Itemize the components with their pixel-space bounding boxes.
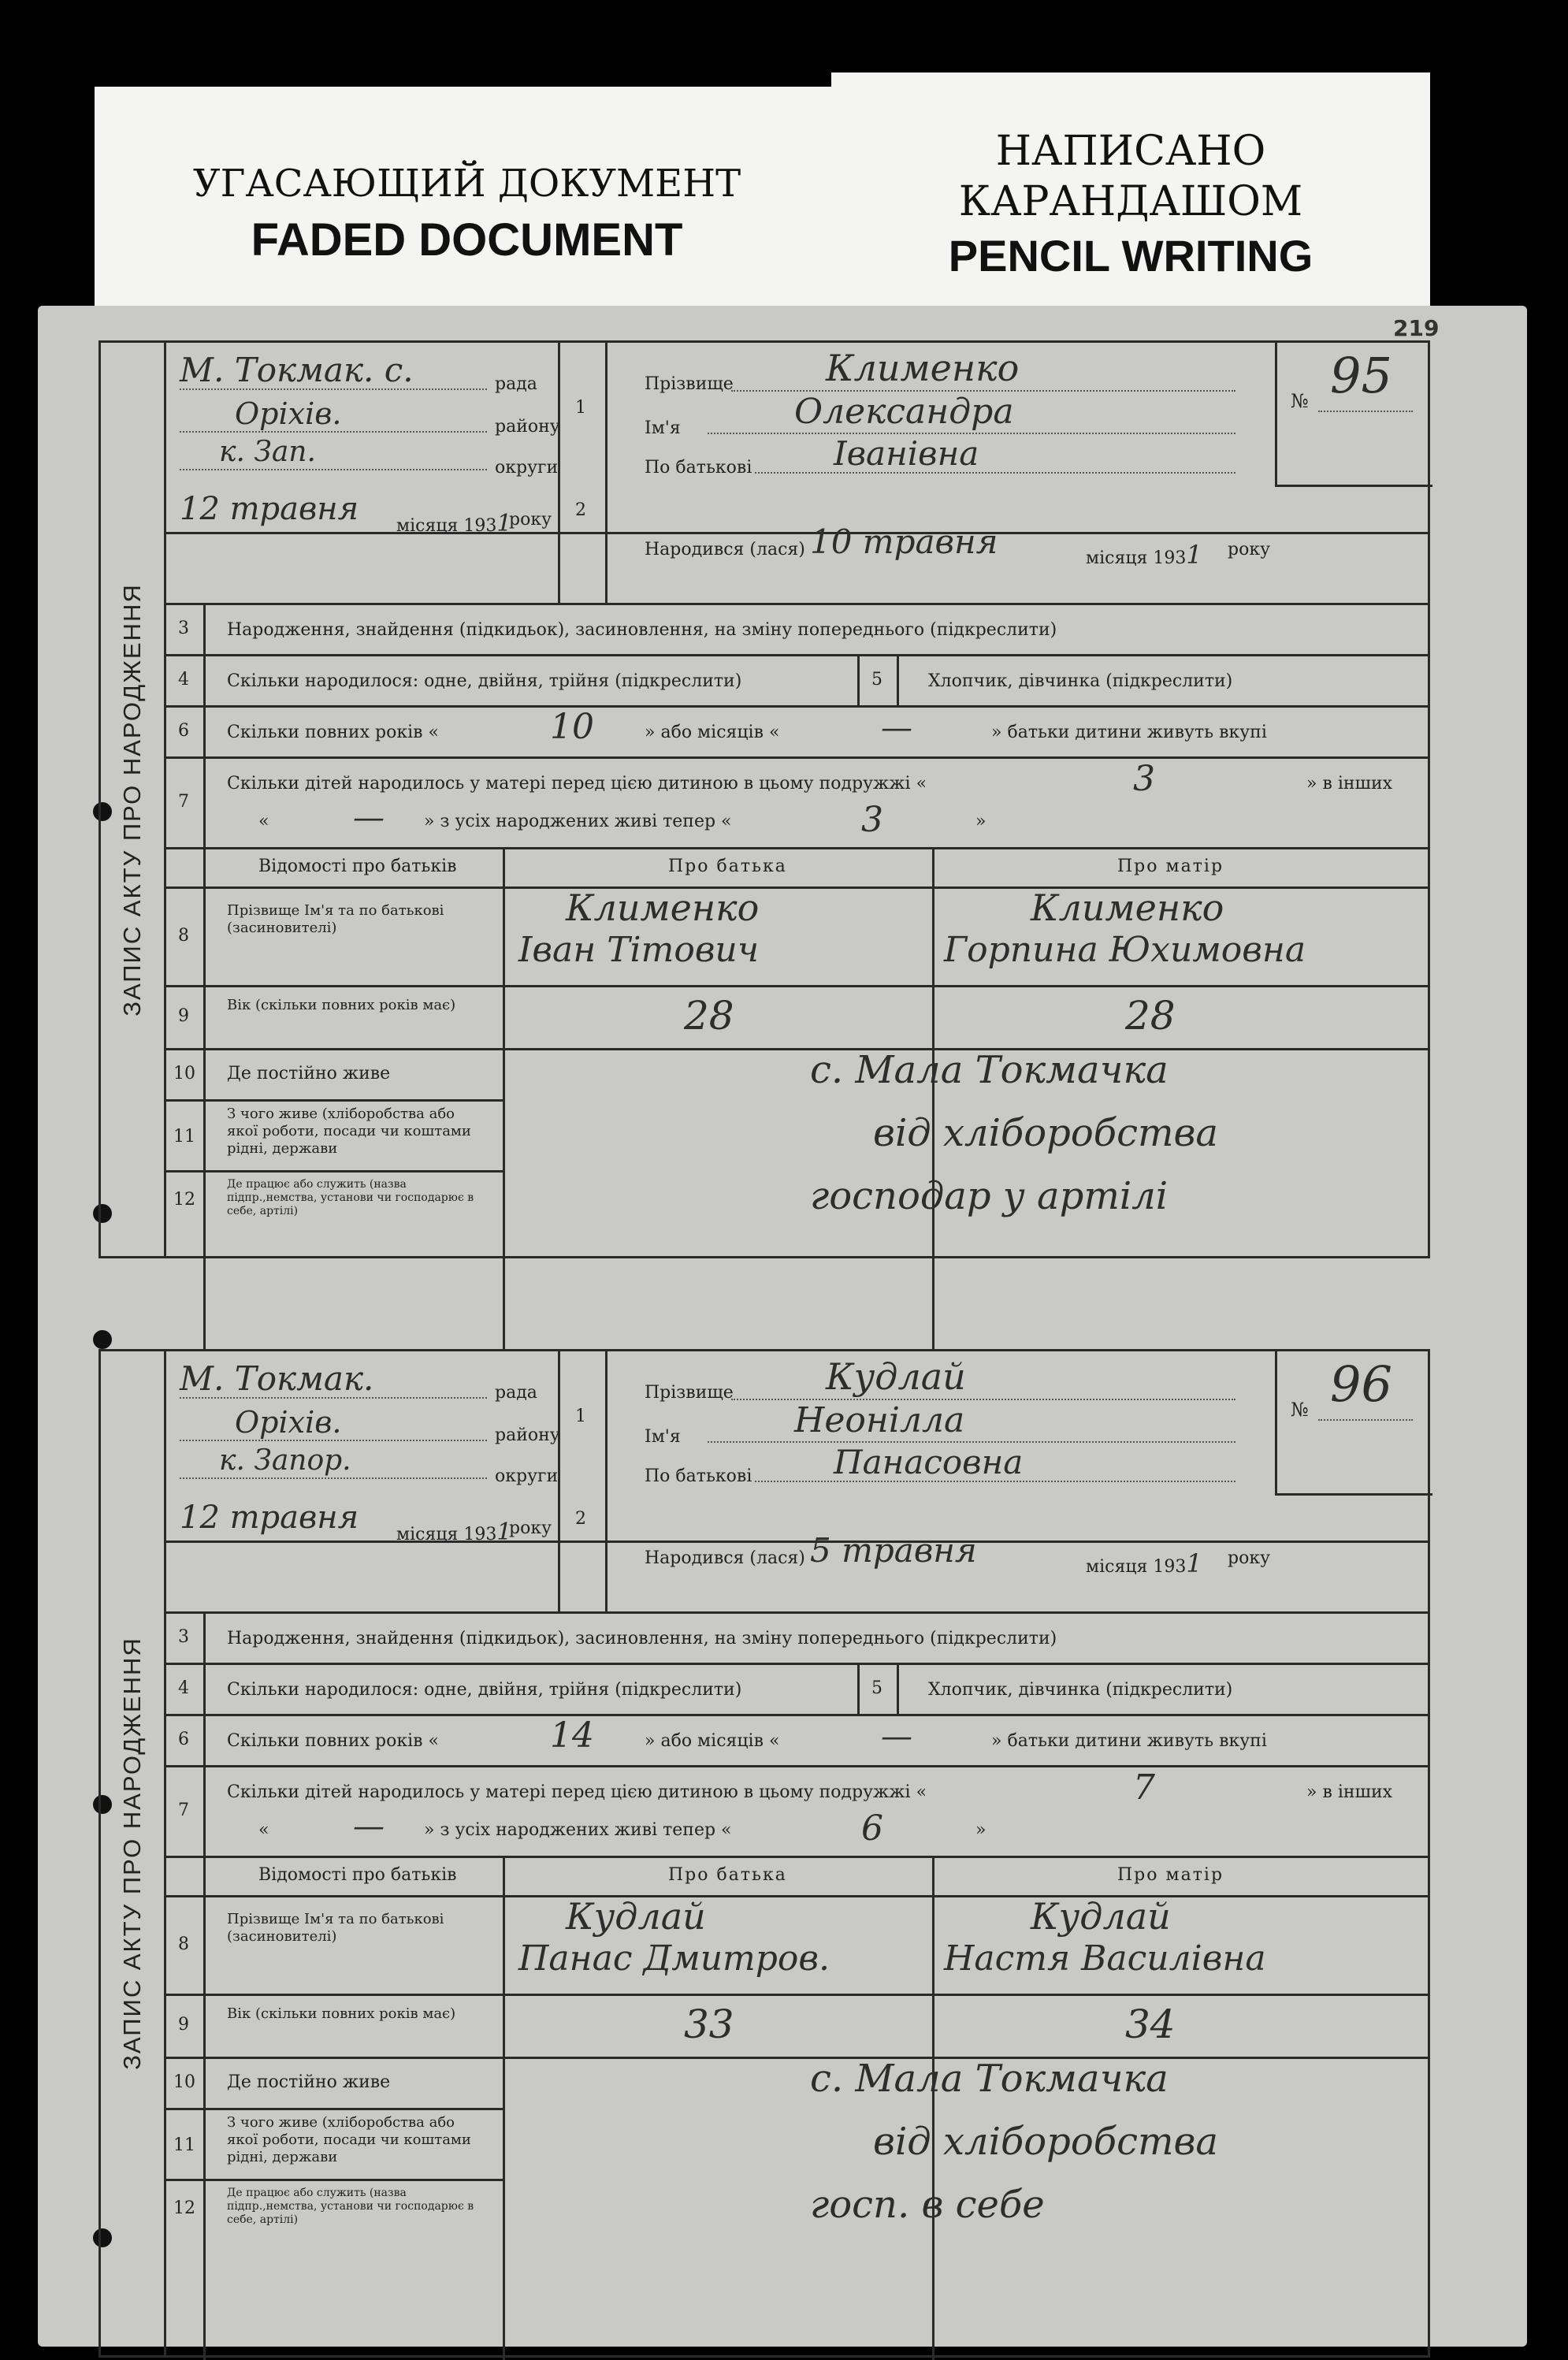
row-number: 6 [178,1730,189,1749]
father-age: 33 [684,2001,734,2047]
registration-month-year: місяця 1931 [396,1518,512,1546]
row12-text: Де працює або служить (назва підпр.,немства, установи чи господарює в себе, артілі) [227,1178,474,1217]
row-number: 5 [871,670,882,689]
row-number: 10 [173,2072,195,2092]
children-this-marriage: 7 [1133,1767,1155,1808]
surname-value: Клименко [826,347,1020,389]
father-name: Іван Тітович [518,930,760,970]
row-number: 12 [173,2198,195,2218]
registration-year-suffix: року [509,510,552,530]
children-alive: 3 [861,800,883,840]
birth-record [98,1349,1430,2358]
born-month-year: місяця 1931 [1086,1548,1202,1578]
row8-text: Прізвище Ім'я та по батькові (засиновителі) [227,1911,444,1945]
row6-text-b: » або місяців « [645,723,780,742]
rada-label: рада [495,1383,537,1403]
row7-text-b: » в інших [1306,774,1393,793]
row7-text-b: » в інших [1306,1782,1393,1802]
row-number: 11 [173,2135,195,2155]
row10-text: Де постійно живе [227,2072,391,2092]
father-age: 28 [684,993,734,1039]
row-number: 11 [173,1127,195,1147]
surname-label: Прізвище [645,374,734,394]
row-number: 4 [178,670,189,689]
row7-text-c: « [258,1820,269,1840]
rada-label: рада [495,374,537,394]
surname-label: Прізвище [645,1383,734,1403]
record-side-title: ЗАПИС АКТУ ПРО НАРОДЖЕННЯ [101,343,166,1256]
children-this-marriage: 3 [1133,759,1155,799]
mother-name: Горпина Юхимовна [944,930,1306,970]
rada-value: М. Токмак. с. [180,351,414,389]
raion-value: Оріхів. [235,396,342,431]
mother-surname: Кудлай [1031,1895,1171,1938]
row7-text-e: » [975,1820,987,1840]
row4-text: Скільки народилося: одне, двійня, трійня (підкреслити) [227,671,742,691]
parents-info-header: Відомості про батьків [258,1865,457,1885]
okrug-value: к. Зап. [219,436,316,468]
name-label: Ім'я [645,418,681,438]
row6-text-c: » батьки дитини живуть вкупі [991,723,1267,742]
pencil-label-ru2: КАРАНДАШОМ [958,178,1303,225]
name-value: Олександра [794,392,1014,432]
about-mother-header: Про матір [1117,857,1224,876]
pencil-label-en: PENCIL WRITING [948,231,1313,281]
born-year-suffix: року [1228,1548,1271,1568]
years-together: 14 [550,1715,594,1756]
record-number: 95 [1330,347,1392,404]
livelihood-value: від хліборобства [873,1111,1219,1155]
father-surname: Клименко [566,886,760,929]
page-number: 219 [1393,315,1440,341]
name-value: Неонілла [794,1400,965,1440]
row7-text-d: » з усіх народжених живі тепер « [424,812,732,831]
row11-text: З чого живе (хліборобства або якої роботи, посади чи коштами рідні, держави [227,1106,471,1157]
born-label: Народився (лася) [645,540,805,559]
row-number: 4 [178,1678,189,1698]
row-number: 7 [178,792,189,812]
okrug-label: округи [495,458,559,478]
father-name: Панас Дмитров. [518,1938,830,1979]
row-number: 8 [178,926,189,946]
raion-value: Оріхів. [235,1405,342,1440]
row6-text-a: Скільки повних років « [227,1731,439,1751]
patronymic-label: По батькові [645,1466,752,1486]
about-father-header: Про батька [668,857,787,876]
row10-text: Де постійно живе [227,1064,391,1083]
birth-record [98,340,1430,1258]
registration-year-suffix: року [509,1518,552,1538]
born-year-suffix: року [1228,540,1271,559]
patronymic-value: Панасовна [834,1443,1024,1481]
row-number: 3 [178,619,189,638]
faded-label-ru: УГАСАЮЩИЙ ДОКУМЕНТ [192,162,741,206]
residence-value: с. Мала Токмачка [810,2057,1169,2101]
registration-date: 12 травня [180,1500,359,1536]
record-number-label: № [1291,390,1309,412]
children-other: — [353,800,385,836]
birth-date: 5 травня [810,1531,977,1570]
row8-text: Прізвище Ім'я та по батькові (засиновителі) [227,902,444,936]
row6-text-c: » батьки дитини живуть вкупі [991,1731,1267,1751]
registration-month-year: місяця 1931 [396,510,512,537]
row5-text: Хлопчик, дівчинка (підкреслити) [928,1680,1233,1700]
name-label: Ім'я [645,1427,681,1447]
faded-document-label [95,87,839,311]
born-label: Народився (лася) [645,1548,805,1568]
punch-hole [93,1330,112,1349]
row4-text: Скільки народилося: одне, двійня, трійня (підкреслити) [227,1680,742,1700]
row-number: 9 [178,2015,189,2035]
row-number: 2 [575,500,586,520]
patronymic-value: Іванівна [834,434,979,473]
surname-value: Кудлай [826,1355,966,1398]
row7-text-a: Скільки дітей народилось у матері перед цією дитиною в цьому подружжі « [227,1782,927,1802]
row-number: 8 [178,1934,189,1954]
okrug-label: округи [495,1466,559,1486]
raion-label: району [495,1425,560,1445]
children-alive: 6 [861,1808,883,1849]
about-father-header: Про батька [668,1865,787,1885]
father-surname: Кудлай [566,1895,706,1938]
mother-age: 34 [1125,2001,1176,2047]
mother-surname: Клименко [1031,886,1224,929]
years-together: 10 [550,707,594,747]
row-number: 1 [575,1407,586,1426]
row-number: 1 [575,398,586,418]
faded-label-en: FADED DOCUMENT [251,214,683,266]
row-number: 9 [178,1006,189,1026]
born-month-year: місяця 1931 [1086,540,1202,570]
parents-info-header: Відомості про батьків [258,857,457,876]
row3-text: Народження, знайдення (підкидьок), засиновлення, на зміну попереднього (підкреслити) [227,620,1057,640]
livelihood-value: від хліборобства [873,2120,1219,2164]
row-number: 12 [173,1190,195,1210]
months-together: — [881,1719,912,1755]
row3-text: Народження, знайдення (підкидьок), засиновлення, на зміну попереднього (підкреслити) [227,1629,1057,1648]
row7-text-e: » [975,812,987,831]
workplace-value: госп. в себе [810,2183,1045,2227]
row11-text: З чого живе (хліборобства або якої роботи, посади чи коштами рідні, держави [227,2114,471,2165]
birth-date: 10 травня [810,522,998,561]
raion-label: району [495,417,560,437]
residence-value: с. Мала Токмачка [810,1048,1169,1092]
row-number: 2 [575,1509,586,1529]
registration-date: 12 травня [180,491,359,527]
about-mother-header: Про матір [1117,1865,1224,1885]
pencil-label-ru1: НАПИСАНО [995,128,1266,175]
row9-text: Вік (скільки повних років має) [227,997,456,1013]
row-number: 5 [871,1678,882,1698]
row7-text-d: » з усіх народжених живі тепер « [424,1820,732,1840]
row6-text-a: Скільки повних років « [227,723,439,742]
row6-text-b: » або місяців « [645,1731,780,1751]
record-number-label: № [1291,1399,1309,1421]
record-side-title: ЗАПИС АКТУ ПРО НАРОДЖЕННЯ [101,1351,166,2355]
mother-age: 28 [1125,993,1176,1039]
row-number: 7 [178,1801,189,1820]
row7-text-a: Скільки дітей народилось у матері перед цією дитиною в цьому подружжі « [227,774,927,793]
children-other: — [353,1808,385,1845]
okrug-value: к. Запор. [219,1444,351,1477]
record-number: 96 [1330,1355,1392,1413]
row-number: 3 [178,1627,189,1647]
row9-text: Вік (скільки повних років має) [227,2005,456,2022]
row12-text: Де працює або служить (назва підпр.,немства, установи чи господарює в себе, артілі) [227,2187,474,2226]
patronymic-label: По батькові [645,458,752,478]
row5-text: Хлопчик, дівчинка (підкреслити) [928,671,1233,691]
row-number: 10 [173,1064,195,1083]
rada-value: М. Токмак. [180,1359,374,1398]
mother-name: Настя Василівна [944,1938,1266,1979]
row-number: 6 [178,721,189,741]
workplace-value: господар у артілі [810,1174,1169,1218]
months-together: — [881,710,912,746]
row7-text-c: « [258,812,269,831]
pencil-writing-label [831,72,1430,309]
